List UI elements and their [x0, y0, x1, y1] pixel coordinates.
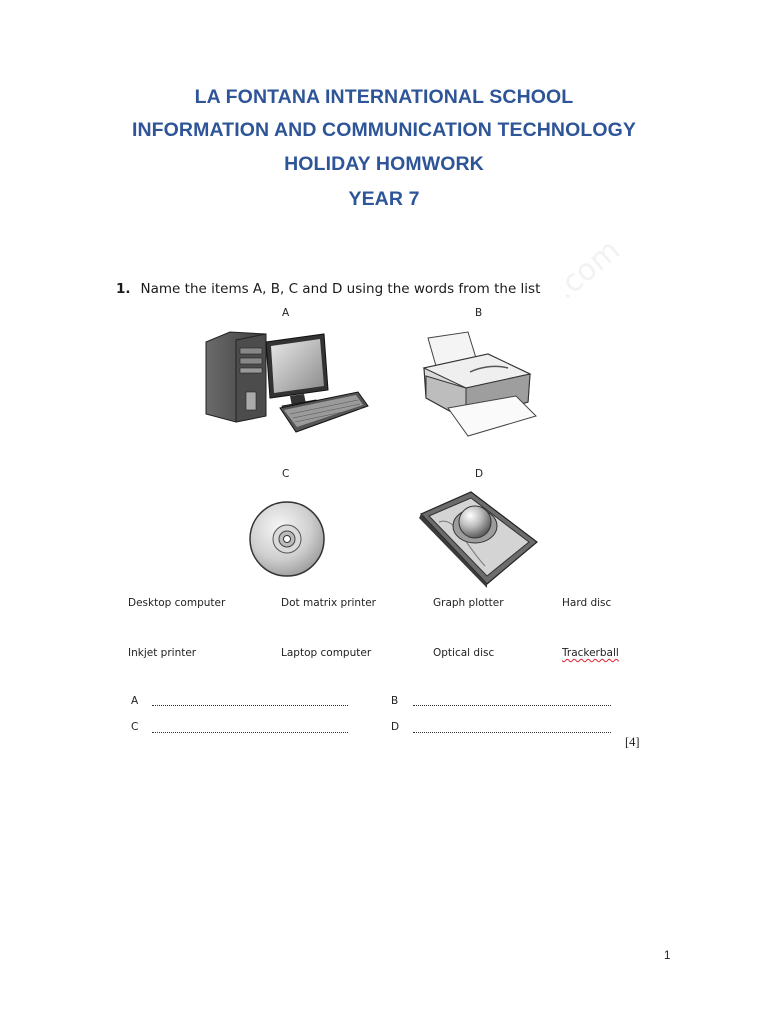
- image-label-d: D: [475, 468, 484, 480]
- word-desktop-computer: Desktop computer: [128, 597, 226, 609]
- word-hard-disc: Hard disc: [562, 597, 612, 609]
- word-dot-matrix-printer: Dot matrix printer: [281, 597, 376, 609]
- answer-line-a[interactable]: [152, 704, 348, 706]
- image-label-a: A: [282, 307, 290, 319]
- school-name: LA FONTANA INTERNATIONAL SCHOOL: [194, 86, 574, 108]
- inkjet-printer-icon: [418, 328, 542, 440]
- homework-title: HOLIDAY HOMWORK: [284, 153, 484, 175]
- marks-allocation: [4]: [625, 735, 640, 749]
- question-1: [116, 281, 540, 297]
- optical-disc-icon: [248, 500, 326, 578]
- answer-line-b[interactable]: [413, 704, 611, 706]
- subject-title: INFORMATION AND COMMUNICATION TECHNOLOGY: [131, 119, 637, 141]
- word-graph-plotter: Graph plotter: [433, 597, 504, 609]
- word-trackerball: Trackerball: [562, 647, 619, 659]
- question-text: Name the items A, B, C and D using the words from the list: [140, 281, 541, 297]
- word-optical-disc: Optical disc: [433, 647, 495, 659]
- year-title: YEAR 7: [348, 188, 420, 210]
- word-laptop-computer: Laptop computer: [281, 647, 372, 659]
- answer-label-a: A: [131, 695, 139, 707]
- answer-line-c[interactable]: [152, 731, 348, 733]
- trackerball-icon: [415, 486, 543, 590]
- answer-label-b: B: [391, 695, 399, 707]
- answer-label-d: D: [391, 721, 400, 733]
- page-number: 1: [664, 950, 671, 962]
- answer-label-c: C: [131, 721, 139, 733]
- answer-line-d[interactable]: [413, 731, 611, 733]
- question-number: 1.: [116, 281, 131, 297]
- desktop-computer-icon: [200, 328, 372, 440]
- image-label-b: B: [475, 307, 483, 319]
- watermark: .com: [548, 232, 627, 307]
- image-label-c: C: [282, 468, 290, 480]
- word-inkjet-printer: Inkjet printer: [128, 647, 197, 659]
